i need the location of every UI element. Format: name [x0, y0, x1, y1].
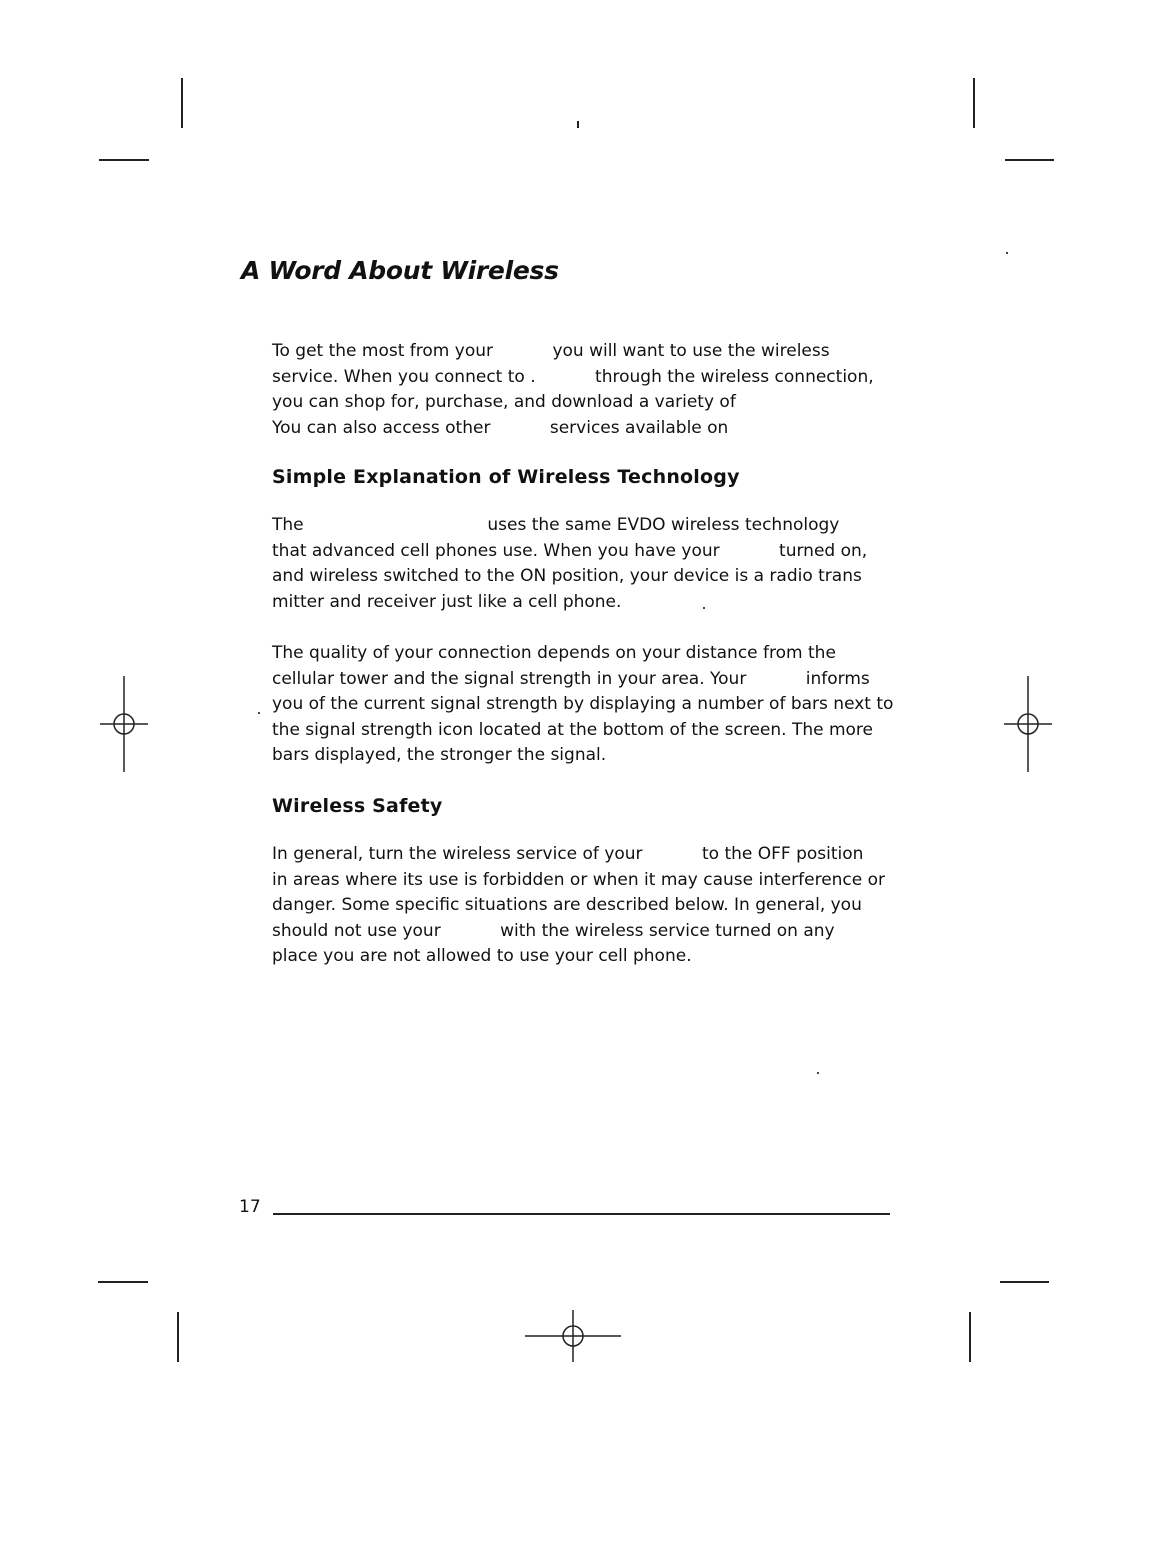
- text-line: service. When you connect to . through the wireless connection,: [272, 366, 874, 387]
- crop-mark-top-left-horizontal: [99, 159, 149, 161]
- scan-speck: [1006, 252, 1008, 254]
- crop-mark-top-left-vertical: [181, 78, 183, 128]
- crosshair-circle-icon: [525, 1310, 621, 1362]
- text-line: place you are not allowed to use your cell phone.: [272, 946, 692, 966]
- text-line: you can shop for, purchase, and download a variety of: [272, 392, 736, 412]
- crop-mark-top-center: [577, 121, 579, 128]
- technology-paragraph: [272, 513, 892, 615]
- text-line: mitter and receiver just like a cell phone.: [272, 591, 622, 612]
- crop-mark-top-right-horizontal: [1005, 159, 1054, 161]
- text-line: In general, turn the wireless service of your to the OFF position: [272, 844, 864, 864]
- intro-paragraph: [272, 339, 892, 441]
- page-title: A Word About Wireless: [241, 256, 559, 285]
- safety-paragraph: [272, 842, 892, 970]
- text-line: You can also access other services available on: [272, 417, 729, 438]
- text-line: cellular tower and the signal strength in your area. Your informs: [272, 668, 870, 689]
- section-heading-wireless-technology: Simple Explanation of Wireless Technology: [272, 466, 740, 488]
- crop-mark-bottom-left-vertical: [177, 1312, 179, 1362]
- crop-mark-bottom-left-horizontal: [98, 1281, 148, 1283]
- page-number: 17: [239, 1197, 261, 1217]
- text-line: The uses the same EVDO wireless technology: [272, 515, 840, 535]
- text-line: that advanced cell phones use. When you have your turned on,: [272, 540, 868, 561]
- scan-speck: [258, 712, 260, 714]
- text-line: the signal strength icon located at the bottom of the screen. The more: [272, 719, 874, 740]
- crop-mark-top-right-vertical: [973, 78, 975, 128]
- text-line: bars displayed, the stronger the signal.: [272, 745, 607, 765]
- crosshair-circle-icon: [100, 676, 148, 772]
- text-line: you of the current signal strength by displaying a number of bars next to: [272, 694, 894, 714]
- text-line: To get the most from your you will want to use the wireless: [272, 341, 830, 361]
- crosshair-circle-icon: [1004, 676, 1052, 772]
- crop-mark-bottom-right-horizontal: [1000, 1281, 1049, 1283]
- text-line: in areas where its use is forbidden or when it may cause interference or: [272, 869, 886, 890]
- footer-rule: [273, 1213, 890, 1215]
- section-heading-wireless-safety: Wireless Safety: [272, 795, 443, 817]
- text-line: The quality of your connection depends on your distance from the: [272, 643, 836, 663]
- scan-speck: [817, 1072, 819, 1074]
- crop-mark-bottom-right-vertical: [969, 1312, 971, 1362]
- text-line: danger. Some specific situations are described below. In general, you: [272, 895, 862, 915]
- signal-strength-paragraph: [272, 641, 892, 769]
- text-line: and wireless switched to the ON position, your device is a radio trans: [272, 566, 862, 586]
- text-line: should not use your with the wireless service turned on any: [272, 920, 835, 941]
